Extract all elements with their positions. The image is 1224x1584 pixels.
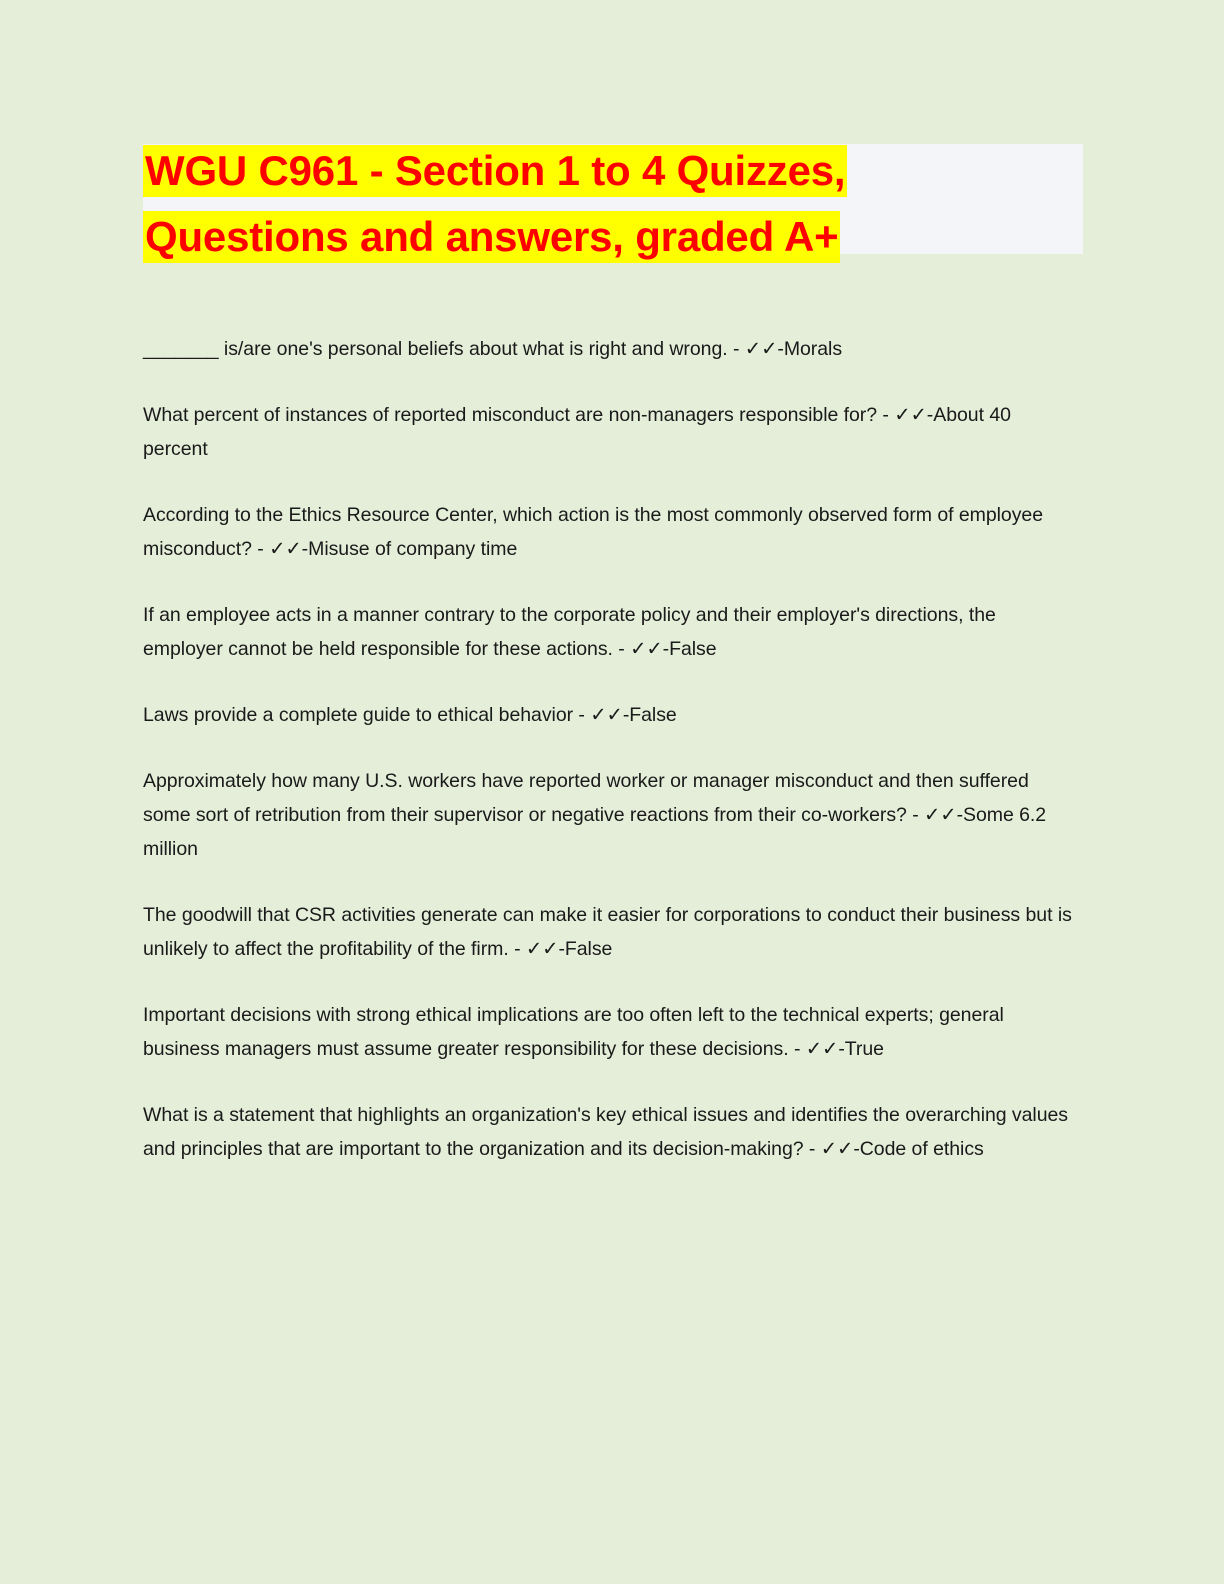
qa-item: If an employee acts in a manner contrary to the corporate policy and their employer's directions, the employer cannot be held responsible for these actions. - ✓✓-False [143,604,996,660]
qa-item: What percent of instances of reported misconduct are non-managers responsible for? - ✓✓-About 40 percent [143,404,1011,460]
qa-item: _______ is/are one's personal beliefs about what is right and wrong. - ✓✓-Morals [143,338,843,360]
qa-item: The goodwill that CSR activities generate can make it easier for corporations to conduct their business but is unlikely to affect the profitability of the firm. - ✓✓-False [143,904,1072,960]
qa-item: Approximately how many U.S. workers have reported worker or manager misconduct and then suffered some sort of retribution from their supervisor or negative reactions from their co-workers? - ✓✓-Some 6.2 million [143,770,1047,860]
qa-item: Laws provide a complete guide to ethical behavior - ✓✓-False [143,704,677,726]
title-line-2-wrap [143,209,1103,275]
qa-list [143,332,1078,1166]
title-line-1: WGU C961 - Section 1 to 4 Quizzes, [143,145,847,197]
title-line-2: Questions and answers, graded A+ [143,211,840,263]
title-line-1-wrap [143,143,1103,209]
document-title [143,143,1103,275]
qa-item: Important decisions with strong ethical implications are too often left to the technical experts; general business managers must assume greater responsibility for these decisions. - ✓✓-True [143,1004,1004,1060]
qa-item: What is a statement that highlights an organization's key ethical issues and identifies the overarching values and principles that are important to the organization and its decision-making? - ✓✓-Code of ethics [143,1104,1068,1160]
qa-item: According to the Ethics Resource Center, which action is the most commonly observed form of employee misconduct? - ✓✓-Misuse of company time [143,504,1043,560]
